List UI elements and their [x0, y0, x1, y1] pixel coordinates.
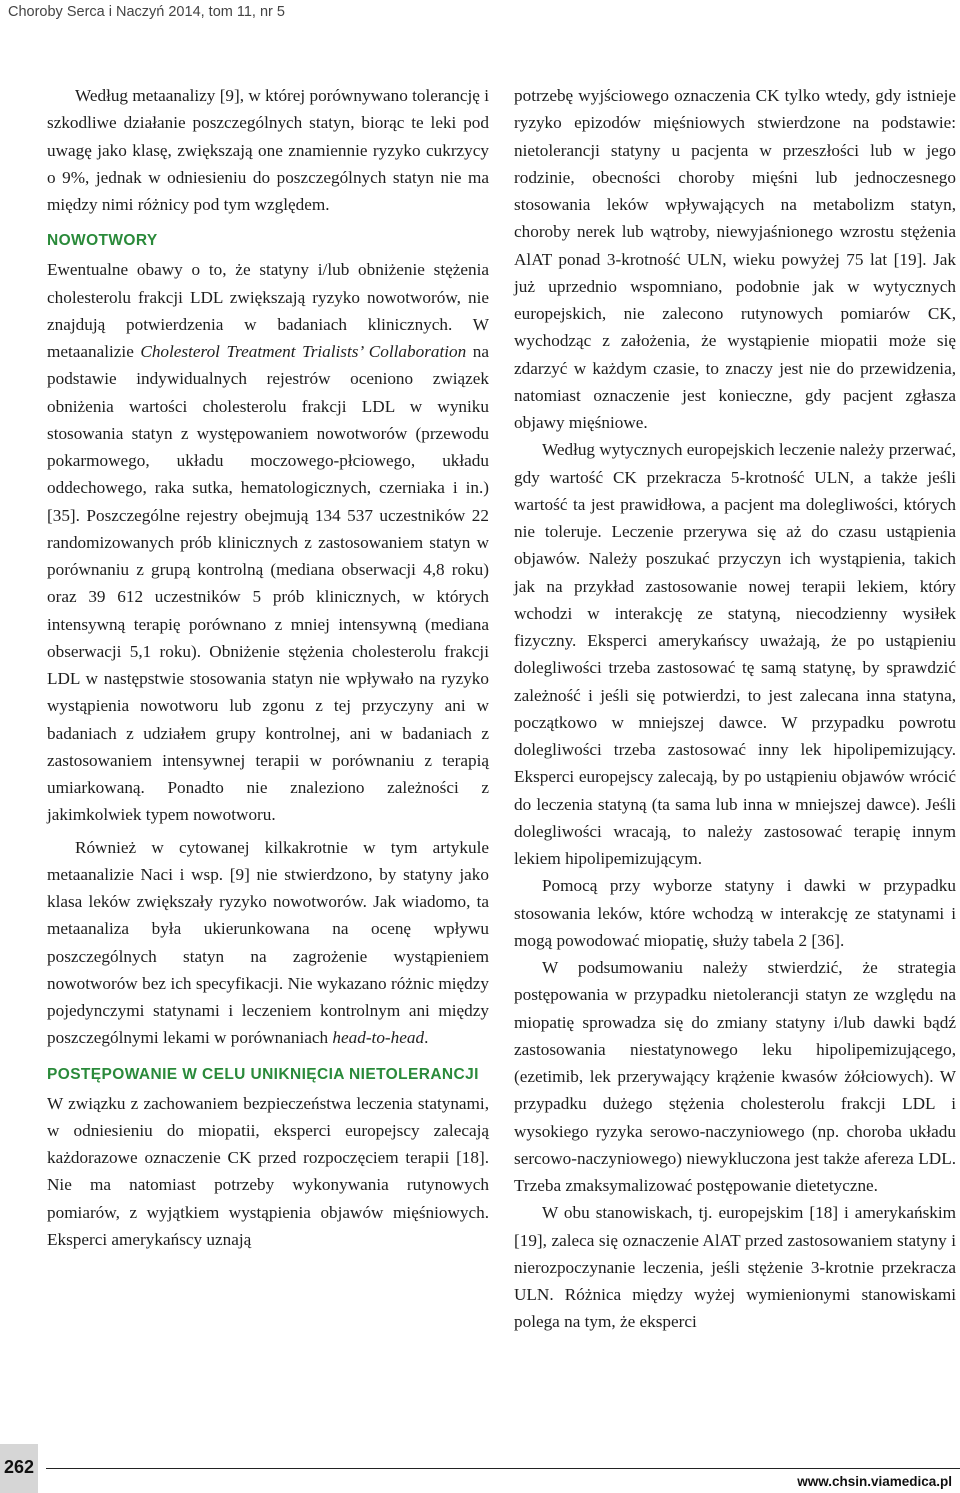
- section-heading-postepowanie: POSTĘPOWANIE W CELU UNIKNIĘCIA NIETOLERANCJI: [47, 1065, 479, 1083]
- paragraph-ck-continued: potrzebę wyjściowego oznaczenia CK tylko wtedy, gdy istnieje ryzyko epizodów mięśniowych stwierdzone na podstawie: nietolerancji statyny u pacjenta w przeszłości lub w jego rodzinie, obecności choroby mięśni lub jednoczesnego stosowania leków wpływających na metabolizm statyn, choroby nerek lub wątroby, niewyjaśnionego wzrostu stężenia AlAT ponad 3-krotność ULN, wieku powyżej 75 lat [19]. Jak już uprzednio wspomniano, podobnie jak w wytycznych europejskich, nie zalecono rutynowych pomiarów CK, wychodząc z założenia, że wystąpienie miopatii może się zdarzyć w każdym czasie, to znaczy jest nie do przewidzenia, natomiast oznaczenie jest konieczne, gdy pacjent zgłasza objawy mięśniowe.: [514, 86, 956, 432]
- page-number: 262: [0, 1444, 38, 1493]
- right-column: [514, 82, 956, 1336]
- paragraph-summary: W podsumowaniu należy stwierdzić, że strategia postępowania w przypadku nietolerancji statyn ze względu na miopatię sprowadza się do zmiany statyny i/lub dawki bądź zastosowania niestatynowego leku hipolipemizującego, (ezetimib, lek przerywający krążenie kwasów żółciowych). W przypadku dużego stężenia cholesterolu frakcji LDL i wysokiego ryzyka serowo-naczyniowego (np. choroba układu sercowo-naczyniowego) niewykluczona jest także afereza LDL. Trzeba zmaksymalizować postępowanie dietetyczne.: [514, 958, 956, 1195]
- paragraph-alat-recommendation: W obu stanowiskach, tj. europejskim [18] i amerykańskim [19], zaleca się oznaczenie AlAT przed zastosowaniem statyny i nierozpoczynanie leczenia, jeśli stężenie 3-krotnie przekracza ULN. Różnica między wyżej wymienionymi stanowiskami polega na tym, że eksperci: [514, 1203, 956, 1332]
- journal-url[interactable]: www.chsin.viamedica.pl: [797, 1474, 952, 1489]
- footer-divider: [46, 1468, 960, 1469]
- paragraph-cancer-risk: Ewentualne obawy o to, że statyny i/lub obniżenie stężenia cholesterolu frakcji LDL zwiększają ryzyko nowotworów, nie znajdują potwierdzenia w badaniach klinicznych. W metaanalizie Cholesterol Treatment Trialists’ Collaboration na podstawie indywidualnych rejestrów oceniono związek obniżenia wartości cholesterolu frakcji LDL w wyniku stosowania statyn z występowaniem nowotworów (przewodu pokarmowego, układu moczowego-płciowego, układu oddechowego, raka sutka, hematologicznych, czerniaka i in.) [35]. Poszczególne rejestry obejmują 134 537 uczestników 22 randomizowanych prób klinicznych z zastosowaniem statyn w porównaniu z grupą kontrolną (mediana obserwacji 4,8 roku) oraz 39 612 uczestników 5 prób klinicznych, w których intensywną terapię porównano z mniej intensywną (mediana obserwacji 5,1 roku). Obniżenie stężenia cholesterolu frakcji LDL w następstwie stosowania statyn nie wpływało na ryzyko wystąpienia nowotworu lub zgonu z tej przyczyny ani w badaniach z udziałem grupy kontrolnej, ani w badaniach z zastosowaniem intensywnej terapii w porównaniu z terapią umiarkowaną. Ponadto nie znaleziono zależności z jakimkolwiek typem nowotworu.: [47, 260, 489, 825]
- head-to-head-italic: head-to-head: [332, 1028, 425, 1048]
- paragraph-naci-metaanalysis: Również w cytowanej kilkakrotnie w tym artykule metaanalizie Naci i wsp. [9] nie stwierdzono, by statyny jako klasa leków zwiększały ryzyko nowotworów. Jak wiadomo, ta metaanaliza była ukierunkowana na ocenę wpływu poszczególnych statyn na zagrożenie wystąpieniem nowotworów bez ich specyfikacji. Nie wykazano różnic między pojedynczymi statynami i leczeniem kontrolnym ani między poszczególnymi lekami w porównaniach head-to-head.: [47, 837, 489, 1048]
- paragraph-metaanalysis-diabetes: Według metaanalizy [9], w której porównywano tolerancję i szkodliwe działanie poszczególnych statyn, biorąc te leki pod uwagę jako klasę, zwiększają one znamiennie ryzyko cukrzycy o 9%, jednak w odniesieniu do poszczególnych statyn nie ma między nimi różnicy pod tym względem.: [47, 86, 489, 214]
- section-heading-nowotwory: NOWOTWORY: [47, 232, 158, 250]
- left-column: [47, 82, 489, 1253]
- paragraph-ck-measurement: W związku z zachowaniem bezpieczeństwa leczenia statynami, w odniesieniu do miopatii, eksperci europejscy zalecają każdorazowe oznaczenie CK przed rozpoczęciem terapii [18]. Nie ma natomiast potrzeby wykonywania rutynowych pomiarów, z wyjątkiem wystąpienia objawów mięśniowych. Eksperci amerykańscy uznają: [47, 1093, 489, 1249]
- paragraph-european-guidelines: Według wytycznych europejskich leczenie należy przerwać, gdy wartość CK przekracza 5-krotność ULN, a także jeśli wartość ta jest prawidłowa, a pacjent ma dolegliwości, których nie toleruje. Leczenie przerywa się aż do czasu ustąpienia objawów. Należy poszukać przyczyn ich wystąpienia, takich jak na przykład zastosowanie nowej terapii lekiem, który wchodzi w interakcję ze statyną, niecodzienny wysiłek fizyczny. Eksperci amerykańscy uważają, że po ustąpieniu dolegliwości trzeba zastosować tę samą statynę, by sprawdzić zależność i jeśli się potwierdzi, to jest zalecana inna statyna, początkowo w mniejszej dawce. W przypadku powrotu dolegliwości trzeba zastosować inny lek hipolipemizujący. Eksperci europejscy zalecają, by po ustąpieniu objawów wrócić do leczenia statyną (ta sama lub inna w mniejszej dawce). Jeśli dolegliwości wracają, to należy zastosować terapię innym lekiem hipolipemizującym.: [514, 440, 956, 868]
- journal-header: Choroby Serca i Naczyń 2014, tom 11, nr 5: [8, 4, 285, 20]
- study-name-italic: Cholesterol Treatment Trialists’ Collaboration: [140, 342, 467, 361]
- paragraph-table-reference: Pomocą przy wyborze statyny i dawki w przypadku stosowania leków, które wchodzą w interakcję ze statynami i mogą powodować miopatię, służy tabela 2 [36].: [514, 876, 956, 950]
